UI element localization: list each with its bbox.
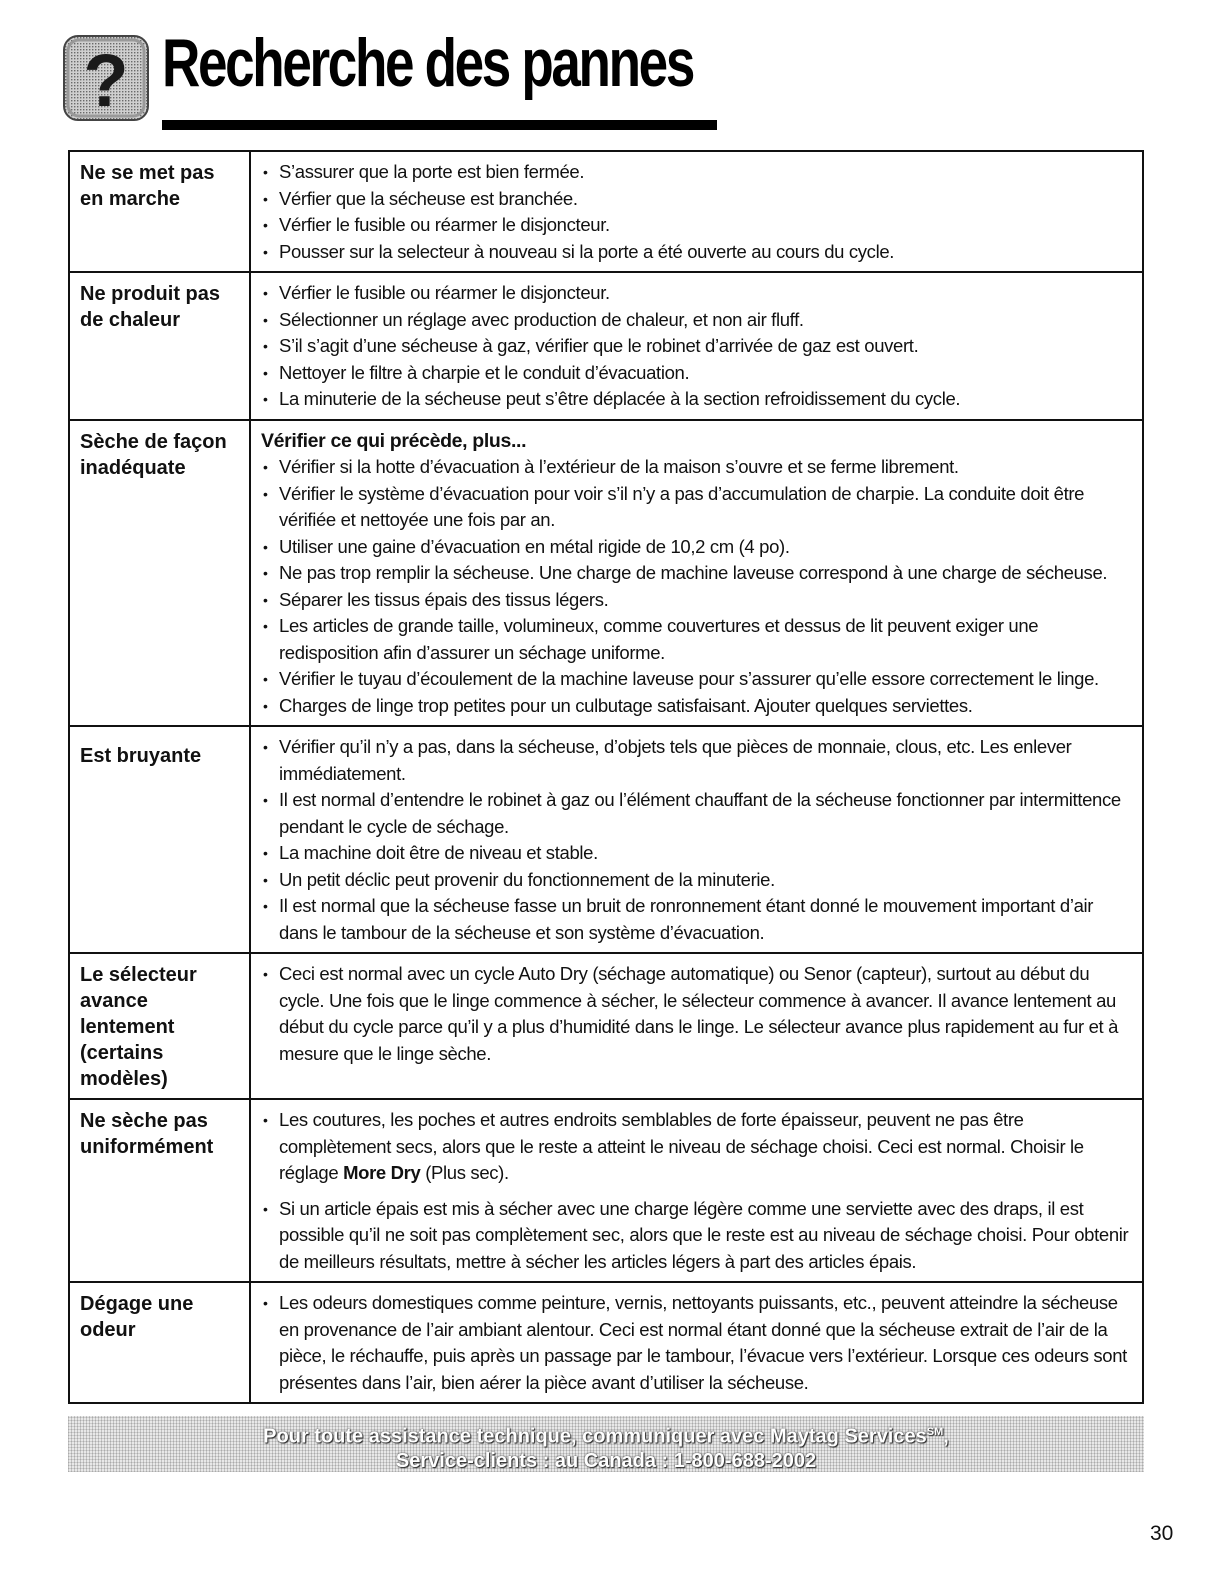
list-item: • Un petit déclic peut provenir du fonctionnement de la minuterie.	[261, 867, 1136, 894]
service-mark: SM	[926, 1426, 944, 1438]
page-number: 30	[1150, 1522, 1174, 1545]
support-banner	[68, 1416, 1144, 1472]
problem-label: Dégage une odeur	[69, 1282, 250, 1403]
table-row	[69, 726, 1143, 953]
solution-cell	[250, 272, 1143, 420]
table-row	[69, 1282, 1143, 1403]
list-item: • Les articles de grande taille, volumineux, comme couvertures et dessus de lit peuvent exiger une redisposition afin d’assurer un séchage uniforme.	[261, 613, 1136, 666]
list-item: • Séparer les tissus épais des tissus légers.	[261, 587, 1136, 614]
solution-cell	[250, 151, 1143, 272]
problem-label: Ne produit pas de chaleur	[69, 272, 250, 420]
list-item: • Il est normal d’entendre le robinet à gaz ou l’élément chauffant de la sécheuse fonctionner par intermittence pendant le cycle de séchage.	[261, 787, 1136, 840]
table-row	[69, 953, 1143, 1099]
list-item: • La machine doit être de niveau et stable.	[261, 840, 1136, 867]
item-text: Les coutures, les poches et autres endroits semblables de forte épaisseur, peuvent ne pas être complètement secs, alors que le reste a atteint le niveau de séchage choisi. Ceci est normal. Choisir le réglage	[279, 1109, 1084, 1183]
table-row	[69, 420, 1143, 727]
list-item: • Ne pas trop remplir la sécheuse. Une charge de machine laveuse correspond à une charge de sécheuse.	[261, 560, 1136, 587]
list-item: • Charges de linge trop petites pour un culbutage satisfaisant. Ajouter quelques serviettes.	[261, 693, 1136, 720]
setting-name: More Dry	[343, 1162, 421, 1183]
table-row	[69, 1099, 1143, 1282]
problem-label: Ne se met pas en marche	[69, 151, 250, 272]
svg-text:?: ?	[83, 39, 129, 122]
list-item: • S’assurer que la porte est bien fermée.	[261, 159, 1136, 186]
list-item: • Ceci est normal avec un cycle Auto Dry (séchage automatique) ou Senor (capteur), surtout au début du cycle. Une fois que le linge commence à sécher, le sélecteur commence à avancer. Il avance lentement au début du cycle parce qu’il y a plus d’humidité dans le linge. Le sélecteur avance plus rapidement au fur et à mesure que le linge sèche.	[261, 961, 1136, 1067]
list-item: • Vérfier le fusible ou réarmer le disjoncteur.	[261, 280, 1136, 307]
banner-text: Pour toute assistance technique, communiquer avec Maytag Services	[263, 1425, 927, 1448]
list-item: • Vérfier le fusible ou réarmer le disjoncteur.	[261, 212, 1136, 239]
solution-cell	[250, 953, 1143, 1099]
list-item: • S’il s’agit d’une sécheuse à gaz, vérifier que le robinet d’arrivée de gaz est ouvert.	[261, 333, 1136, 360]
solution-cell	[250, 420, 1143, 727]
list-item: • Vérifier le tuyau d’écoulement de la machine laveuse pour s’assurer qu’elle essore correctement le linge.	[261, 666, 1136, 693]
list-item: • Vérifier le système d’évacuation pour voir s’il n’y a pas d’accumulation de charpie. La conduite doit être vérifiée et nettoyée une fois par an.	[261, 481, 1136, 534]
solution-cell	[250, 1282, 1143, 1403]
list-item: • Les odeurs domestiques comme peinture, vernis, nettoyants puissants, etc., peuvent atteindre la sécheuse en provenance de l’air ambiant alentour. Ceci est normal étant donné que la sécheuse extrait de l’air de la pièce, le réchauffe, puis après un passage par le tambour, l’évacue vers l’extérieur. Lorsque ces odeurs sont présentes dans l’air, bien aérer la pièce avant d’utiliser la sécheuse.	[261, 1290, 1136, 1396]
solution-lead: Vérifier ce qui précède, plus...	[261, 429, 527, 452]
list-item: • Sélectionner un réglage avec production de chaleur, et non air fluff.	[261, 307, 1136, 334]
page-title: Recherche des pannes	[162, 25, 693, 101]
title-underline	[162, 120, 717, 130]
banner-line-2: Service-clients : au Canada : 1-800-688-2002	[395, 1449, 817, 1472]
list-item: • Nettoyer le filtre à charpie et le conduit d’évacuation.	[261, 360, 1136, 387]
list-item: • Vérifier si la hotte d’évacuation à l’extérieur de la maison s’ouvre et se ferme librement.	[261, 454, 1136, 481]
table-row	[69, 272, 1143, 420]
problem-label: Est bruyante	[69, 726, 250, 953]
list-item: • La minuterie de la sécheuse peut s’être déplacée à la section refroidissement du cycle.	[261, 386, 1136, 413]
problem-label: Le sélecteur avance lentement (certains modèles)	[69, 953, 250, 1099]
list-item: • Utiliser une gaine d’évacuation en métal rigide de 10,2 cm (4 po).	[261, 534, 1136, 561]
list-item: • Il est normal que la sécheuse fasse un bruit de ronronnement étant donné le mouvement important d’air dans le tambour de la sécheuse et son système d’évacuation.	[261, 893, 1136, 946]
page-header	[62, 14, 693, 124]
list-item	[261, 1107, 1136, 1187]
item-text: (Plus sec).	[420, 1162, 509, 1183]
question-mark-icon	[62, 34, 150, 122]
list-item: • Si un article épais est mis à sécher avec une charge légère comme une serviette avec des draps, il est possible qu’il ne soit pas complètement sec, alors que le reste est au niveau de séchage choisi. Pour obtenir de meilleurs résultats, mettre à sécher les articles légers à part des articles épais.	[261, 1196, 1136, 1276]
problem-label: Sèche de façon inadéquate	[69, 420, 250, 727]
list-item: • Vérfier que la sécheuse est branchée.	[261, 186, 1136, 213]
banner-punct: ,	[943, 1425, 949, 1448]
banner-line-1	[68, 1420, 1144, 1449]
list-item: • Vérifier qu’il n’y a pas, dans la sécheuse, d’objets tels que pièces de monnaie, clous, etc. Les enlever immédiatement.	[261, 734, 1136, 787]
table-row	[69, 151, 1143, 272]
troubleshooting-table	[68, 150, 1144, 1404]
list-item: • Pousser sur la selecteur à nouveau si la porte a été ouverte au cours du cycle.	[261, 239, 1136, 266]
solution-cell	[250, 1099, 1143, 1282]
solution-cell	[250, 726, 1143, 953]
problem-label: Ne sèche pas uniformément	[69, 1099, 250, 1282]
